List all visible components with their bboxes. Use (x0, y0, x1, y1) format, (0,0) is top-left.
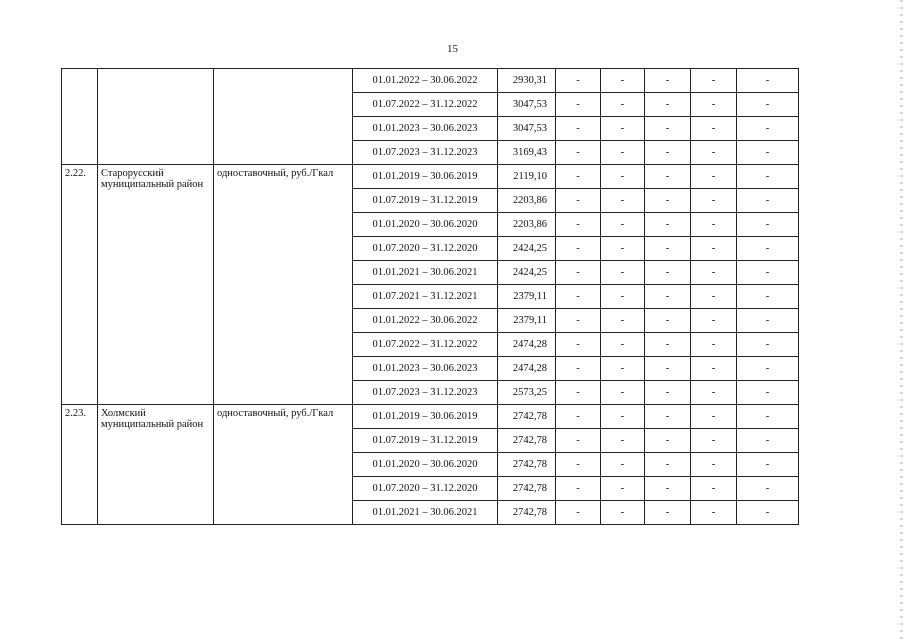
period-cell: 01.01.2020 – 30.06.2020 (353, 213, 498, 237)
tariff-value-cell: 2424,25 (498, 261, 556, 285)
empty-value-cell: - (691, 309, 737, 333)
tariff-unit (214, 69, 353, 165)
empty-value-cell: - (645, 405, 691, 429)
empty-value-cell: - (556, 93, 601, 117)
empty-value-cell: - (601, 237, 645, 261)
empty-value-cell: - (691, 261, 737, 285)
empty-value-cell: - (691, 141, 737, 165)
period-cell: 01.01.2023 – 30.06.2023 (353, 357, 498, 381)
empty-value-cell: - (601, 333, 645, 357)
empty-value-cell: - (691, 189, 737, 213)
empty-value-cell: - (691, 285, 737, 309)
empty-value-cell: - (556, 165, 601, 189)
district-name: Холмский муниципальный район (98, 405, 214, 525)
empty-value-cell: - (737, 165, 799, 189)
empty-value-cell: - (556, 333, 601, 357)
empty-value-cell: - (737, 213, 799, 237)
empty-value-cell: - (601, 477, 645, 501)
tariff-value-cell: 2379,11 (498, 285, 556, 309)
tariff-value-cell: 2742,78 (498, 405, 556, 429)
tariff-value-cell: 2742,78 (498, 429, 556, 453)
empty-value-cell: - (737, 309, 799, 333)
empty-value-cell: - (737, 261, 799, 285)
tariff-unit: одноставочный, руб./Гкал (214, 405, 353, 525)
empty-value-cell: - (556, 453, 601, 477)
empty-value-cell: - (601, 261, 645, 285)
empty-value-cell: - (645, 93, 691, 117)
empty-value-cell: - (691, 333, 737, 357)
empty-value-cell: - (691, 381, 737, 405)
empty-value-cell: - (645, 237, 691, 261)
empty-value-cell: - (601, 381, 645, 405)
empty-value-cell: - (737, 429, 799, 453)
empty-value-cell: - (737, 285, 799, 309)
empty-value-cell: - (645, 141, 691, 165)
empty-value-cell: - (737, 357, 799, 381)
row-number: 2.23. (62, 405, 98, 525)
empty-value-cell: - (601, 117, 645, 141)
table-row (62, 165, 799, 189)
empty-value-cell: - (737, 93, 799, 117)
empty-value-cell: - (556, 117, 601, 141)
empty-value-cell: - (691, 453, 737, 477)
empty-value-cell: - (601, 213, 645, 237)
district-name (98, 69, 214, 165)
empty-value-cell: - (691, 429, 737, 453)
empty-value-cell: - (601, 429, 645, 453)
period-cell: 01.07.2020 – 31.12.2020 (353, 477, 498, 501)
tariff-value-cell: 2742,78 (498, 477, 556, 501)
tariff-unit: одноставочный, руб./Гкал (214, 165, 353, 405)
empty-value-cell: - (601, 141, 645, 165)
empty-value-cell: - (645, 357, 691, 381)
empty-value-cell: - (691, 501, 737, 525)
empty-value-cell: - (556, 285, 601, 309)
tariff-value-cell: 3047,53 (498, 93, 556, 117)
table-body (62, 69, 799, 525)
district-name: Старорусский муниципальный район (98, 165, 214, 405)
empty-value-cell: - (556, 69, 601, 93)
row-number: 2.22. (62, 165, 98, 405)
empty-value-cell: - (737, 405, 799, 429)
period-cell: 01.07.2023 – 31.12.2023 (353, 381, 498, 405)
empty-value-cell: - (601, 189, 645, 213)
period-cell: 01.01.2021 – 30.06.2021 (353, 261, 498, 285)
empty-value-cell: - (737, 501, 799, 525)
empty-value-cell: - (691, 117, 737, 141)
empty-value-cell: - (691, 405, 737, 429)
empty-value-cell: - (601, 357, 645, 381)
empty-value-cell: - (601, 285, 645, 309)
empty-value-cell: - (691, 69, 737, 93)
period-cell: 01.01.2020 – 30.06.2020 (353, 453, 498, 477)
table-row (62, 405, 799, 429)
empty-value-cell: - (645, 117, 691, 141)
empty-value-cell: - (601, 405, 645, 429)
empty-value-cell: - (556, 261, 601, 285)
empty-value-cell: - (737, 477, 799, 501)
empty-value-cell: - (601, 501, 645, 525)
empty-value-cell: - (645, 69, 691, 93)
empty-value-cell: - (556, 381, 601, 405)
period-cell: 01.07.2019 – 31.12.2019 (353, 189, 498, 213)
empty-value-cell: - (691, 93, 737, 117)
empty-value-cell: - (691, 477, 737, 501)
period-cell: 01.07.2022 – 31.12.2022 (353, 93, 498, 117)
tariff-value-cell: 2474,28 (498, 333, 556, 357)
empty-value-cell: - (645, 309, 691, 333)
empty-value-cell: - (556, 141, 601, 165)
empty-value-cell: - (645, 381, 691, 405)
empty-value-cell: - (556, 477, 601, 501)
period-cell: 01.07.2022 – 31.12.2022 (353, 333, 498, 357)
empty-value-cell: - (601, 69, 645, 93)
empty-value-cell: - (737, 117, 799, 141)
empty-value-cell: - (645, 285, 691, 309)
empty-value-cell: - (737, 453, 799, 477)
empty-value-cell: - (645, 429, 691, 453)
tariff-value-cell: 2930,31 (498, 69, 556, 93)
empty-value-cell: - (601, 453, 645, 477)
period-cell: 01.07.2020 – 31.12.2020 (353, 237, 498, 261)
scan-edge-artifact (900, 0, 903, 640)
empty-value-cell: - (737, 189, 799, 213)
empty-value-cell: - (601, 93, 645, 117)
tariff-value-cell: 2203,86 (498, 213, 556, 237)
tariff-table (61, 68, 799, 525)
empty-value-cell: - (691, 357, 737, 381)
table-row (62, 69, 799, 93)
empty-value-cell: - (645, 453, 691, 477)
empty-value-cell: - (737, 333, 799, 357)
empty-value-cell: - (737, 141, 799, 165)
empty-value-cell: - (737, 69, 799, 93)
tariff-value-cell: 2474,28 (498, 357, 556, 381)
period-cell: 01.01.2021 – 30.06.2021 (353, 501, 498, 525)
page-number: 15 (447, 43, 458, 55)
tariff-value-cell: 2742,78 (498, 501, 556, 525)
empty-value-cell: - (645, 333, 691, 357)
period-cell: 01.07.2023 – 31.12.2023 (353, 141, 498, 165)
empty-value-cell: - (556, 237, 601, 261)
empty-value-cell: - (556, 501, 601, 525)
empty-value-cell: - (556, 189, 601, 213)
empty-value-cell: - (601, 309, 645, 333)
period-cell: 01.07.2021 – 31.12.2021 (353, 285, 498, 309)
period-cell: 01.01.2019 – 30.06.2019 (353, 405, 498, 429)
empty-value-cell: - (645, 501, 691, 525)
empty-value-cell: - (645, 261, 691, 285)
empty-value-cell: - (556, 213, 601, 237)
tariff-value-cell: 2742,78 (498, 453, 556, 477)
tariff-value-cell: 2424,25 (498, 237, 556, 261)
empty-value-cell: - (645, 477, 691, 501)
period-cell: 01.01.2022 – 30.06.2022 (353, 309, 498, 333)
tariff-value-cell: 3047,53 (498, 117, 556, 141)
period-cell: 01.07.2019 – 31.12.2019 (353, 429, 498, 453)
empty-value-cell: - (691, 237, 737, 261)
empty-value-cell: - (645, 189, 691, 213)
period-cell: 01.01.2022 – 30.06.2022 (353, 69, 498, 93)
tariff-value-cell: 2379,11 (498, 309, 556, 333)
empty-value-cell: - (645, 165, 691, 189)
tariff-value-cell: 2119,10 (498, 165, 556, 189)
tariff-value-cell: 3169,43 (498, 141, 556, 165)
row-number (62, 69, 98, 165)
tariff-value-cell: 2203,86 (498, 189, 556, 213)
empty-value-cell: - (556, 357, 601, 381)
empty-value-cell: - (601, 165, 645, 189)
empty-value-cell: - (691, 165, 737, 189)
empty-value-cell: - (645, 213, 691, 237)
empty-value-cell: - (737, 381, 799, 405)
empty-value-cell: - (556, 405, 601, 429)
period-cell: 01.01.2019 – 30.06.2019 (353, 165, 498, 189)
empty-value-cell: - (737, 237, 799, 261)
empty-value-cell: - (556, 309, 601, 333)
period-cell: 01.01.2023 – 30.06.2023 (353, 117, 498, 141)
tariff-value-cell: 2573,25 (498, 381, 556, 405)
empty-value-cell: - (691, 213, 737, 237)
empty-value-cell: - (556, 429, 601, 453)
